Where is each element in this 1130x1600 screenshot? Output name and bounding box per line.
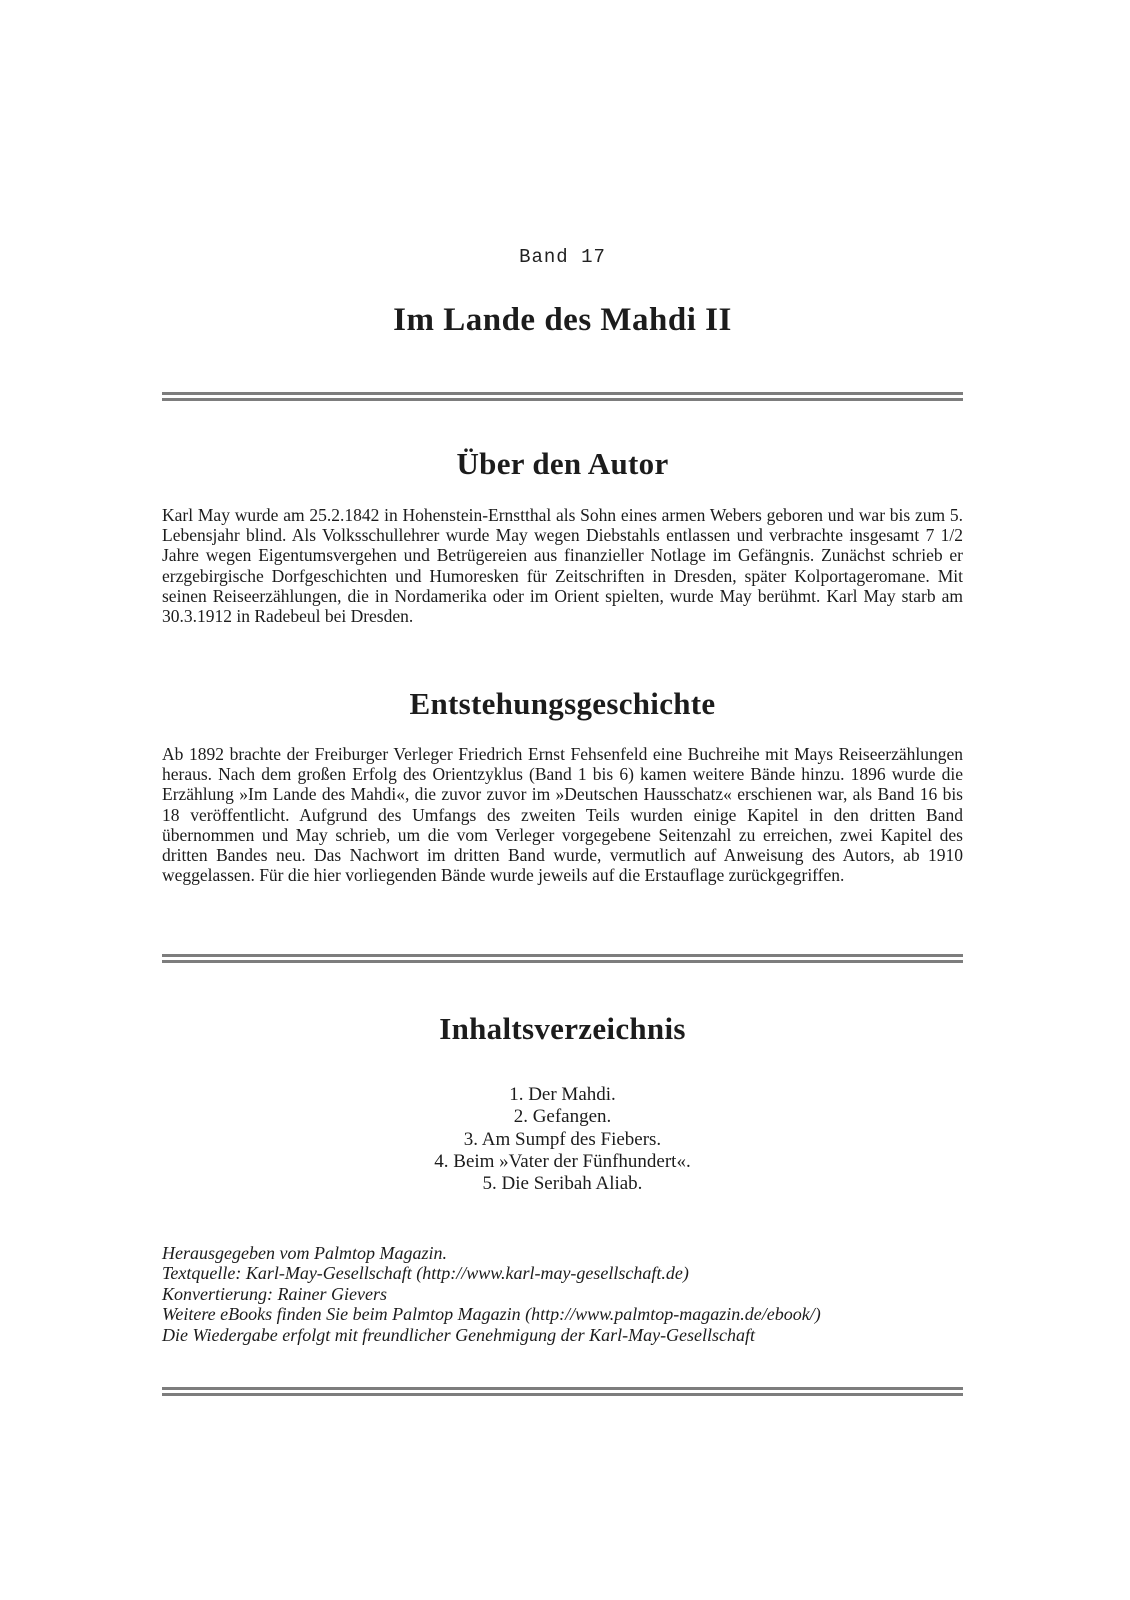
colophon-line-source: Textquelle: Karl-May-Gesellschaft (http://www.karl-may-gesellschaft.de) bbox=[162, 1263, 689, 1284]
toc-item-3: 3. Am Sumpf des Fiebers. bbox=[463, 1128, 662, 1150]
horizontal-divider-bottom bbox=[162, 1387, 963, 1396]
about-author-paragraph: Karl May wurde am 25.2.1842 in Hohenstein-Ernstthal als Sohn eines armen Webers geboren und war bis zum 5. Lebensjahr blind. Als Volksschullehrer wurde May wegen Diebstahls entlassen und verbrachte insgesamt 7 1/2 Jahre wegen Eigentumsvergehen und Betrügereien aus finanzieller Notlage im Gefängnis. Zunächst schrieb er erzgebirgische Dorfgeschichten und Humoresken für Zeitschriften in Dresden, später Kolportageromane. Mit seinen Reiseerzählungen, die in Nordamerika oder im Orient spielten, wurde May berühmt. Karl May starb am 30.3.1912 in Radebeul bei Dresden. bbox=[162, 505, 963, 627]
toc-item-1: 1. Der Mahdi. bbox=[509, 1084, 616, 1105]
colophon-line-ebooks: Weitere eBooks finden Sie beim Palmtop Magazin (http://www.palmtop-magazin.de/ebook/) bbox=[162, 1304, 821, 1325]
colophon-line-conversion: Konvertierung: Rainer Gievers bbox=[162, 1283, 387, 1304]
genesis-heading: Entstehungsgeschichte bbox=[409, 686, 716, 721]
toc-item-2: 2. Gefangen. bbox=[513, 1106, 612, 1128]
colophon bbox=[162, 1243, 963, 1345]
toc-item-4: 4. Beim »Vater der Fünfhundert«. bbox=[434, 1150, 691, 1172]
genesis-paragraph: Ab 1892 brachte der Freiburger Verleger Friedrich Ernst Fehsenfeld eine Buchreihe mit Mays Reiseerzählungen heraus. Nach dem großen Erfolg des Orientzyklus (Band 1 bis 6) kamen weitere Bände hinzu. 1896 wurde die Erzählung »Im Lande des Mahdi«, die zuvor zuvor im »Deutschen Hausschatz« erschienen war, als Band 16 bis 18 veröffentlicht. Aufgrund des Umfangs des zweiten Teils wurden einige Kapitel in den dritten Band übernommen und May schrieb, um die vom Verleger vorgegebene Seitenzahl zu erreichen, zwei Kapitel des dritten Bandes neu. Das Nachwort im dritten Band wurde, vermutlich auf Anweisung des Autors, ab 1910 weggelassen. Für die hier vorliegenden Bände wurde jeweils auf die Erstauflage zurückgegriffen. bbox=[162, 744, 963, 886]
colophon-line-permission: Die Wiedergabe erfolgt mit freundlicher Genehmigung der Karl-May-Gesellschaft bbox=[162, 1324, 756, 1345]
volume-label: Band 17 bbox=[519, 246, 606, 268]
book-title: Im Lande des Mahdi II bbox=[393, 302, 732, 338]
toc-item-5: 5. Die Seribah Aliab. bbox=[482, 1173, 643, 1195]
horizontal-divider-middle bbox=[162, 954, 963, 963]
colophon-line-publisher: Herausgegeben vom Palmtop Magazin. bbox=[162, 1243, 447, 1263]
horizontal-divider-top bbox=[162, 392, 963, 401]
toc-heading: Inhaltsverzeichnis bbox=[439, 1011, 686, 1046]
toc-list bbox=[162, 1084, 963, 1195]
about-author-heading: Über den Autor bbox=[456, 446, 669, 481]
